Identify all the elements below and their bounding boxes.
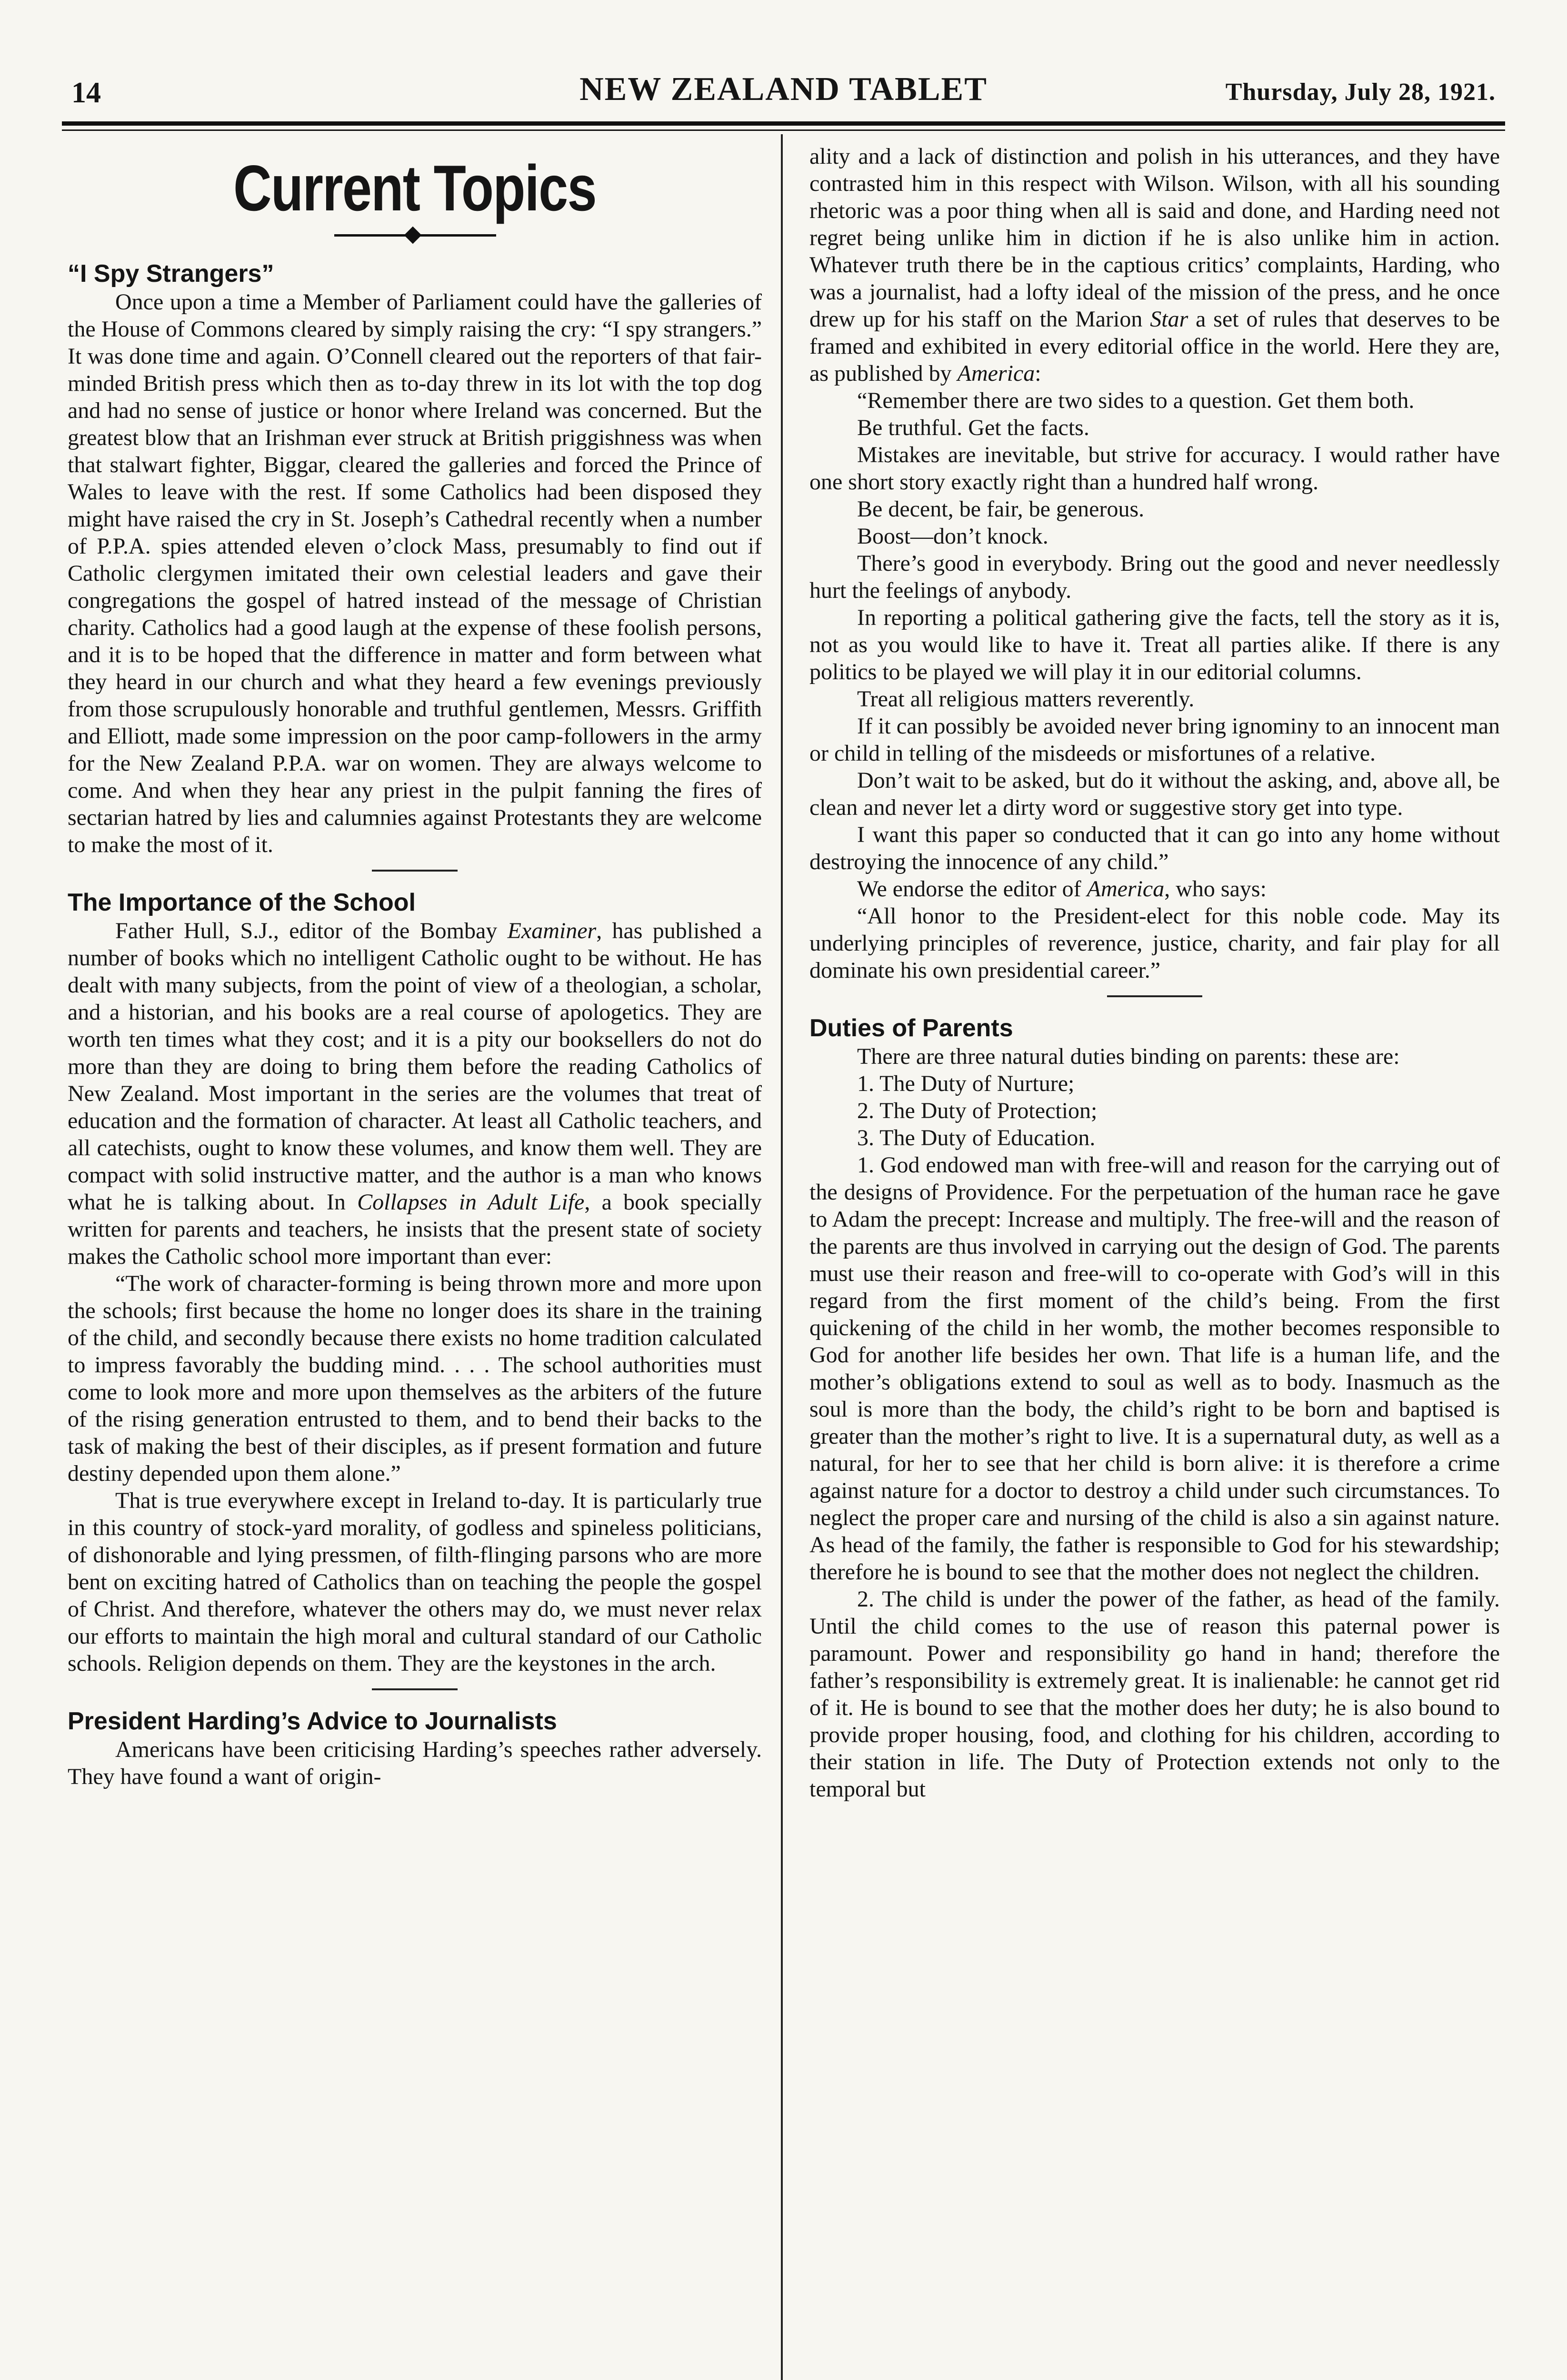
left-column	[68, 143, 762, 1790]
parents-paragraph-2: 2. The child is under the power of the father, as head of the family. Until the child comes to the use of reason this paternal power is paramount. Power and responsibility go hand in hand; therefore the father’s responsibility is extremely great. It is inalienable: he cannot get rid of it. He is bound to see that the mother does her duty; he is also bound to provide proper housing, food, and clothing for his children, according to their station in life. The Duty of Protection extends not only to the temporal but	[809, 1587, 1500, 1802]
school-paragraph-3: That is true everywhere except in Ireland to-day. It is particularly true in this country of stock-yard morality, of godless and spineless politicians, of dishonorable and lying pressmen, of filth-flinging parsons who are more bent on exciting hatred of Catholics than on teaching the people the gospel of Christ. And therefore, whatever the others may do, we must never relax our efforts to maintain the high moral and cultural standard of our Catholic schools. Religion depends on them. They are the keystones in the arch.	[68, 1488, 762, 1676]
school-quote: “The work of character-forming is being thrown more and more upon the schools; first because the home no longer does its share in the training of the child, and secondly because there exists no home tradition calculated to impress favorably the budding mind. . . . The school authorities must come to look more and more upon themselves as the arbiters of the future of the rising generation entrusted to them, and to bend their backs to the task of making the best of their disciples, as if present formation and future destiny depended upon them alone.”	[68, 1271, 762, 1486]
duty-list-item: 1. The Duty of Nurture;	[857, 1071, 1075, 1096]
harding-text-b: a set of rules that deserves to be framed and exhibited in every editorial office in the world. Here they are, as published by	[809, 307, 1500, 386]
america-title: America	[957, 361, 1035, 386]
harding-rule: Mistakes are inevitable, but strive for accuracy. I would rather have one short story exactly right than a hundred half wrong.	[809, 442, 1500, 495]
harding-rule: Boost—don’t knock.	[857, 524, 1048, 549]
duty-list-item: 2. The Duty of Protection;	[857, 1098, 1098, 1123]
spy-paragraph: Once upon a time a Member of Parliament could have the galleries of the House of Commons cleared by simply raising the cry: “I spy strangers.” It was done time and again. O’Connell cleared out the reporters of that fair-minded British press which then as to-day threw in its lot with the top dog and had no sense of justice or honor where Ireland was concerned. But the greatest blow that an Irishman ever struck at British priggishness was when that stalwart fighter, Biggar, cleared the galleries and forced the Prince of Wales to leave with the rest. If some Catholics had been disposed they might have raised the cry in St. Joseph’s Cathedral recently when a number of P.P.A. spies attended eleven o’clock Mass, presumably to find out if Catholic clergymen imitated their own celestial leaders and gave their congregations the gospel of hatred instead of the message of Christian charity. Catholics had a good laugh at the expense of these foolish persons, and it is to be hoped that the difference in matter and form between what they heard in our church and what they heard a few evenings previously from those scrupulously honorable and truthful gentlemen, Messrs. Griffith and Elliott, made some impression on the poor camp-followers in the army for the New Zealand P.P.A. war on women. They are always welcome to come. And when they hear any priest in the pulpit fanning the fires of sectarian hatred by lies and calumnies against Protestants they are welcome to make the most of it.	[68, 289, 762, 857]
section-heading-school: The Importance of the School	[68, 889, 416, 916]
school-text-b: , has published a number of books which no intelligent Catholic ought to be without. He has dealt with many subjects, from the point of view of a theologian, a scholar, and a historian, and his books are a real course of apologetics. They are worth ten times what they cost; and it is a pity our booksellers do not do more than they are doing to bring them before the reading Catholics of New Zealand. Most important in the series are the volumes that treat of education and the formation of character. At least all Catholic teachers, and all catechists, ought to know these volumes, and know them well. They are compact with solid instructive matter, and the author is a man who knows what he is talking about. In	[68, 918, 762, 1215]
harding-text-c: :	[1035, 361, 1041, 386]
harding-rule: Be decent, be fair, be generous.	[857, 496, 1145, 522]
section-heading-spy: “I Spy Strangers”	[68, 260, 274, 288]
section-heading-harding: President Harding’s Advice to Journalists	[68, 1707, 557, 1735]
endorse-quote: “All honor to the President-elect for this noble code. May its underlying principles of reverence, justice, charity, and fair play for all dominate his own presidential career.”	[809, 903, 1500, 983]
star-title: Star	[1150, 307, 1188, 332]
parents-paragraph-1: 1. God endowed man with free-will and reason for the carrying out of the designs of Providence. For the perpetuation of the human race he gave to Adam the precept: Increase and multiply. The free-will and the reason of the parents are thus involved in carrying out the design of God. The parents must use their reason and free-will to co-operate with God’s will in this regard from the first moment of the child’s being. From the first quickening of the child in her womb, the mother becomes responsible to God for another life besides her own. That life is a human life, and the mother’s obligations extend to soul as well as to body. Inasmuch as the soul is more than the body, the child’s right to be born and baptised is greater than the mother’s right to live. It is a supernatural duty, as well as a natural, for her to see that her child is born alive: it is therefore a crime against nature for a doctor to destroy a child under such circumstances. To neglect the proper care and nursing of the child is also a sin against nature. As head of the family, the father is responsible to God for his stewardship; therefore he is bound to see that the mother does not neglect the children.	[809, 1152, 1500, 1585]
harding-rule: Be truthful. Get the facts.	[857, 415, 1089, 440]
right-column	[809, 143, 1500, 1803]
endorse-text-b: , who says:	[1164, 876, 1267, 902]
parents-intro: There are three natural duties binding on parents: these are:	[857, 1044, 1400, 1069]
harding-rule: If it can possibly be avoided never bring ignominy to an innocent man or child in telling of the misdeeds or misfortunes of a relative.	[809, 714, 1500, 766]
school-text-c: , a book specially written for parents and teachers, he insists that the present state of society makes the Catholic school more important than ever:	[68, 1190, 762, 1269]
header-rule-thin	[62, 129, 1505, 131]
section-separator	[1107, 995, 1202, 997]
header-rule	[62, 121, 1505, 126]
duty-list-item: 3. The Duty of Education.	[857, 1125, 1096, 1150]
harding-paragraph-start: Americans have been criticising Harding’s speeches rather adversely. They have found a want of origin-	[68, 1737, 762, 1789]
harding-rule: I want this paper so conducted that it can go into any home without destroying the innocence of any child.”	[809, 822, 1500, 874]
harding-rule: “Remember there are two sides to a question. Get them both.	[857, 388, 1415, 413]
ornament-diamond	[404, 227, 422, 244]
column-title: Current Topics	[233, 152, 596, 224]
issue-date: Thursday, July 28, 1921.	[1225, 79, 1496, 106]
page-header	[71, 67, 1496, 119]
harding-rule: In reporting a political gathering give the facts, tell the story as it is, not as you would like to have it. Treat all parties alike. If there is any politics to be played we will play it in our editorial columns.	[809, 605, 1500, 684]
endorse-paragraph	[809, 875, 1500, 902]
harding-paragraph-cont: ality and a lack of distinction and polish in his utterances, and they have contrasted him in this respect with Wilson. Wilson, with all his sounding rhetoric was a poor thing when all is said and done, and Harding need not regret being unlike him in diction if he is also unlike him in action. Whatever truth there be in the captious critics’ complaints, Harding, who was a journalist, had a lofty ideal of the mission of the press, and he once drew up for his staff on the Marion Star a set of rules that deserves to be framed and exhibited in every editorial office in the world. Here they are, as published by America:	[809, 144, 1500, 386]
section-heading-parents: Duties of Parents	[809, 1014, 1013, 1042]
section-separator	[372, 870, 458, 872]
endorse-america: America	[1087, 876, 1165, 902]
section-separator	[372, 1688, 458, 1690]
examiner-title: Examiner	[507, 918, 597, 943]
paper-title: NEW ZEALAND TABLET	[579, 71, 988, 108]
book-title: Collapses in Adult Life	[357, 1190, 585, 1215]
harding-rule: Treat all religious matters reverently.	[857, 686, 1195, 712]
column-divider	[781, 134, 783, 2380]
harding-rule: Don’t wait to be asked, but do it without the asking, and, above all, be clean and never let a dirty word or suggestive story get into type.	[809, 768, 1500, 820]
title-ornament	[68, 226, 762, 245]
harding-rules	[809, 387, 1500, 875]
school-text-a: Father Hull, S.J., editor of the Bombay	[115, 918, 508, 943]
endorse-text-a: We endorse the editor of	[857, 876, 1087, 902]
page-number: 14	[71, 77, 101, 109]
school-paragraph-1	[68, 917, 762, 1270]
harding-rule: There’s good in everybody. Bring out the good and never needlessly hurt the feelings of anybody.	[809, 551, 1500, 603]
